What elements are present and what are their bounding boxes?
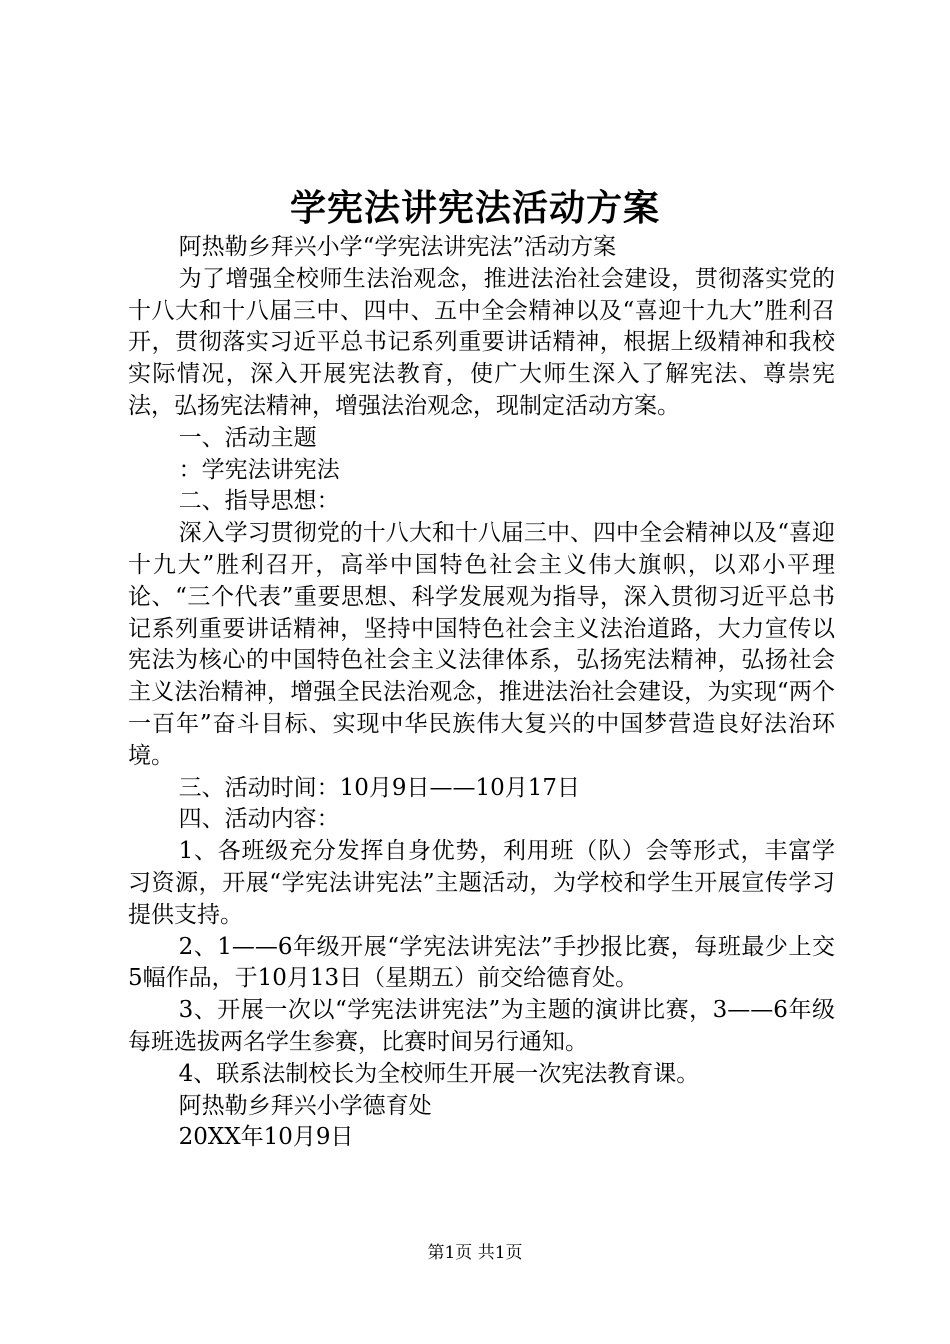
content-item-1: 1、各班级充分发挥自身优势，利用班（队）会等形式，丰富学习资源，开展“学宪法讲宪法”主题活动，为学校和学生开展宣传学习提供支持。	[128, 838, 835, 928]
signature-department: 阿热勒乡拜兴小学德育处	[178, 1092, 432, 1119]
section-heading-content: 四、活动内容：	[178, 806, 340, 833]
intro-paragraph: 为了增强全校师生法治观念，推进法治社会建设，贯彻落实党的十八大和十八届三中、四中、五中全会精神以及“喜迎十九大”胜利召开，贯彻落实习近平总书记系列重要讲话精神，根据上级精神和我校实际情况，深入开展宪法教育，使广大师生深入了解宪法、尊崇宪法，弘扬宪法精神，增强法治观念，现制定活动方案。	[128, 265, 835, 419]
document-title: 学宪法讲宪法活动方案	[289, 187, 660, 229]
section-heading-guiding-thought: 二、指导思想：	[178, 488, 340, 515]
content-item-3: 3、开展一次以“学宪法讲宪法”为主题的演讲比赛，3——6年级每班选拔两名学生参赛，比赛时间另行通知。	[128, 997, 835, 1055]
section-heading-time: 三、活动时间：10月9日——10月17日	[178, 774, 581, 801]
document-body	[128, 232, 835, 1154]
content-item-4: 4、联系法制校长为全校师生开展一次宪法教育课。	[178, 1060, 700, 1087]
content-item-2: 2、1——6年级开展“学宪法讲宪法”手抄报比赛，每班最少上交5幅作品，于10月13日（星期五）前交给德育处。	[128, 933, 835, 992]
guiding-thought-paragraph: 深入学习贯彻党的十八大和十八届三中、四中全会精神以及“喜迎十九大”胜利召开，高举中国特色社会主义伟大旗帜，以邓小平理论、“三个代表”重要思想、科学发展观为指导，深入贯彻习近平总书记系列重要讲话精神，坚持中国特色社会主义法治道路，大力宣传以宪法为核心的中国特色社会主义法律体系，弘扬宪法精神，弘扬社会主义法治精神，增强全民法治观念，推进法治社会建设，为实现“两个一百年”奋斗目标、实现中华民族伟大复兴的中国梦营造良好法治环境。	[128, 520, 835, 769]
section-heading-theme: 一、活动主题	[178, 424, 317, 451]
page-footer: 第1页 共1页	[427, 1243, 523, 1263]
theme-text: ：学宪法讲宪法	[178, 456, 340, 483]
plan-heading: 阿热勒乡拜兴小学“学宪法讲宪法”活动方案	[178, 234, 617, 260]
signature-date: 20XX年10月9日	[178, 1124, 354, 1151]
